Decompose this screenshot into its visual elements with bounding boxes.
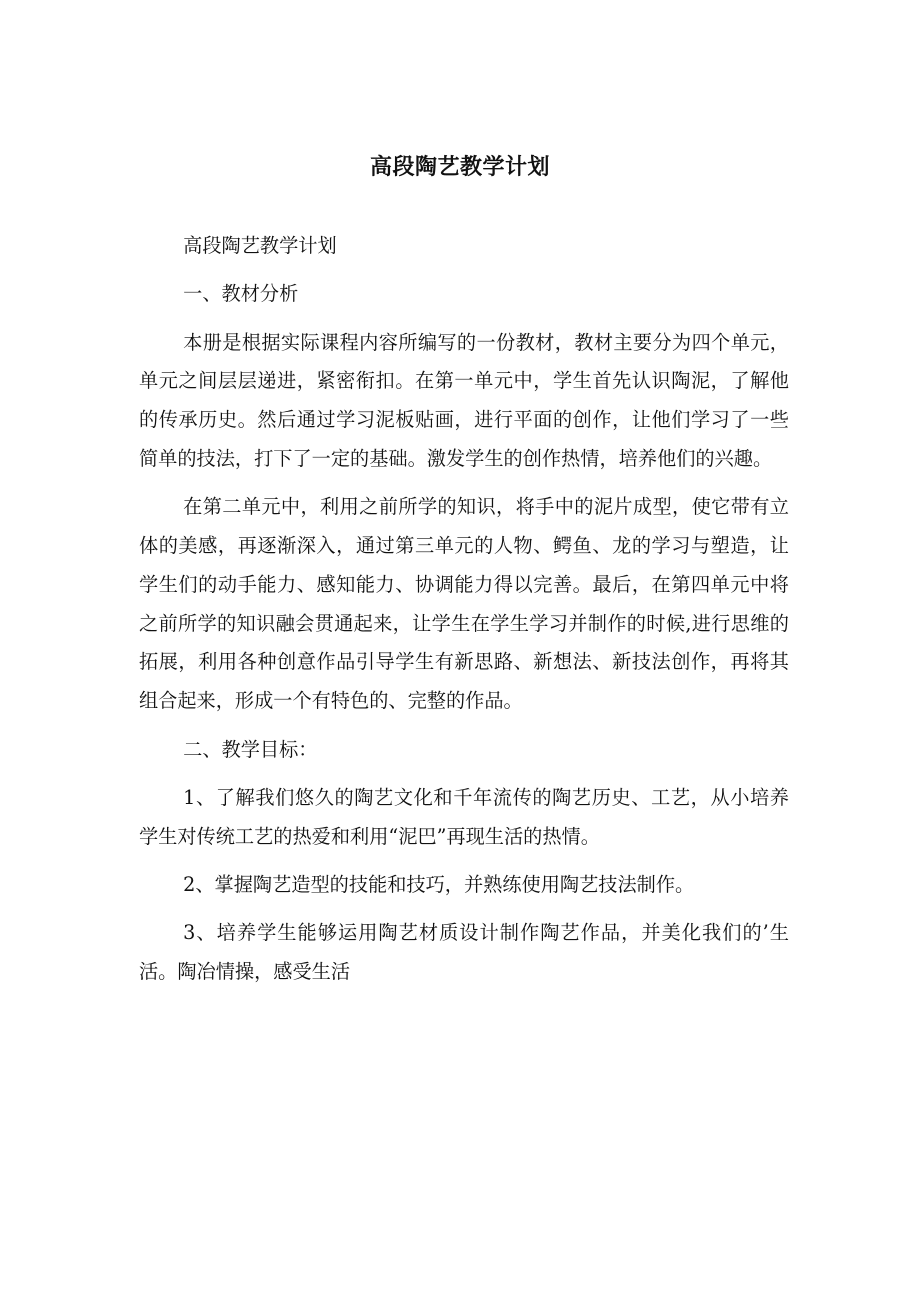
heading-textbook-analysis: 一、教材分析	[183, 282, 299, 306]
document-title: 高段陶艺教学计划	[369, 155, 550, 180]
paragraph-subtitle: 高段陶艺教学计划	[183, 234, 337, 257]
goal-item-3: 3、培养学生能够运用陶艺材质设计制作陶艺作品，并美化我们的’生活。陶冶情操，感受生活	[139, 921, 789, 984]
goal-item-1: 1、了解我们悠久的陶艺文化和千年流传的陶艺历史、工艺，从小培养学生对传统工艺的热爱和利用“泥巴”再现生活的热情。	[139, 785, 789, 848]
goal-item-2: 2、掌握陶艺造型的技能和技巧，并熟练使用陶艺技法制作。	[183, 872, 695, 896]
paragraph-textbook-overview: 本册是根据实际课程内容所编写的一份教材，教材主要分为四个单元，单元之间层层递进，紧密衔扣。在第一单元中，学生首先认识陶泥，了解他的传承历史。然后通过学习泥板贴画，进行平面的创作，让他们学习了一些简单的技法，打下了一定的基础。激发学生的创作热情，培养他们的兴趣。	[139, 330, 789, 470]
heading-teaching-goals: 二、教学目标：	[183, 737, 318, 761]
paragraph-unit-progression: 在第二单元中，利用之前所学的知识，将手中的泥片成型，使它带有立体的美感，再逐渐深入，通过第三单元的人物、鳄鱼、龙的学习与塑造，让学生们的动手能力、感知能力、协调能力得以完善。最后，在第四单元中将之前所学的知识融会贯通起来，让学生在学生学习并制作的时候,进行思维的拓展，利用各种创意作品引导学生有新思路、新想法、新技法创作，再将其组合起来，形成一个有特色的、完整的作品。	[139, 495, 789, 713]
document-body	[139, 227, 789, 992]
